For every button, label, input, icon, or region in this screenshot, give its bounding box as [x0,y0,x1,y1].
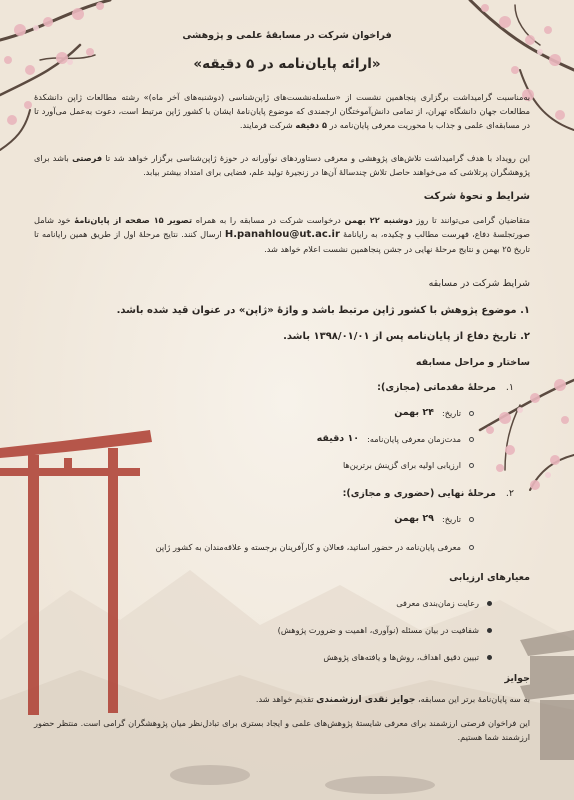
bullet-icon [469,463,474,468]
bullet-icon [469,545,474,550]
email-link[interactable]: H.panahlou@ut.ac.ir [224,229,340,240]
intro-paragraph: به‌مناسبت گرامیداشت برگزاری پنجاهمین نشست از «سلسله‌نشست‌های ژاپن‌شناسی (دوشنبه‌های آخر ماه)» رشته مطالعات ژاپن دانشکدهٔ مطالعات جهان دانشگاه تهران، از تمامی دانش‌آموختگان ارجمندی که موضوع پایان‌نامهٔ ایشان با کشور ژاپن مرتبط است، دعوت به‌عمل می‌آورد تا در مسابقه‌ای علمی و جذاب با محوریت معرفی پایان‌نامه در ۵ دقیقه شرکت فرمایند. [34,92,530,130]
intro-paragraph-2: این رویداد با هدف گرامیداشت تلاش‌های پژوهشی و معرفی دستاوردهای نوآورانه در حوزهٔ ژاپن‌شناسی برگزار خواهد شد تا فرصتی باشد برای پژوهشگران پرتلاشی که می‌خواهند حاصل تلاش چندسالهٔ آن‌ها در زنجیرهٔ تولید علم، فضایی برای امتداد بیشتر بیابد. [34,153,530,177]
bullet-icon [469,517,474,522]
stage1-title: ۱. مرحلهٔ مقدماتی (مجازی): [377,382,514,393]
bullet-icon [487,601,492,606]
stage2-note: معرفی پایان‌نامه در حضور اساتید، فعالان و کارآفرینان برجسته و علاقه‌مندان به کشور ژاپن [156,540,474,554]
terms-heading: شرایط و نحوهٔ شرکت [423,191,530,202]
terms-paragraph: متقاضیان گرامی می‌توانند تا روز دوشنبه ۲۲ بهمن درخواست شرکت در مسابقه را به همراه تصویر ۱۵ صفحه از پایان‌نامهٔ خود شامل صورتجلسهٔ دفاع، فهرست مطالب و چکیده، به رایانامهٔ H.panahlou@ut.ac.ir ارسال کنند. نتایج مرحلهٔ اول از طریق همین رایانامه تا تاریخ ۲۵ بهمن و نتایج مرحلهٔ نهایی در جشن پنجاهمین نشست اعلام خواهد شد. [34,215,531,254]
stage2-date: تاریخ: ۲۹ بهمن [394,512,474,526]
conditions-heading: شرایط شرکت در مسابقه [428,278,530,289]
prizes-heading: جوایز [504,673,530,684]
page-title: «ارائه پایان‌نامه در ۵ دقیقه» [193,56,381,72]
criteria-item: شفافیت در بیان مسئله (نوآوری، اهمیت و ضرورت پژوهش) [278,623,492,637]
structure-heading: ساختار و مراحل مسابقه [415,357,530,368]
stage2-title: ۲. مرحلهٔ نهایی (حضوری و مجازی): [342,488,514,499]
bullet-icon [487,628,492,633]
condition-item-2: ۲. تاریخ دفاع از پایان‌نامه پس از ۱۳۹۸/۰۱/۰۱ باشد. [283,331,530,342]
bullet-icon [469,411,474,416]
stage1-duration: مدت‌زمان معرفی پایان‌نامه: ۱۰ دقیقه [317,432,474,446]
header-kicker: فراخوان شرکت در مسابقهٔ علمی و پژوهشی [182,30,392,41]
stage1-date: تاریخ: ۲۴ بهمن [394,406,474,420]
bullet-icon [487,655,492,660]
criteria-item: تبیین دقیق اهداف، روش‌ها و یافته‌های پژوهش [323,650,492,664]
stage1-note: ارزیابی اولیه برای گزینش برترین‌ها [343,458,474,472]
bullet-icon [469,437,474,442]
closing-paragraph: این فراخوان فرصتی ارزشمند برای معرفی شایستهٔ پژوهش‌های علمی و ایجاد بستری برای تبادل‌نظر میان پژوهشگران گرامی است. منتظر حضور ارزشمند شما هستیم. [34,718,530,742]
criteria-heading: معیارهای ارزیابی [449,572,530,583]
criteria-item: رعایت زمان‌بندی معرفی [396,596,492,610]
prizes-paragraph: به سه پایان‌نامهٔ برتر این مسابقه، جوایز نقدی ارزشمندی تقدیم خواهد شد. [255,694,530,705]
condition-item-1: ۱. موضوع پژوهش با کشور ژاپن مرتبط باشد و واژهٔ «ژاپن» در عنوان قید شده باشد. [116,305,530,316]
